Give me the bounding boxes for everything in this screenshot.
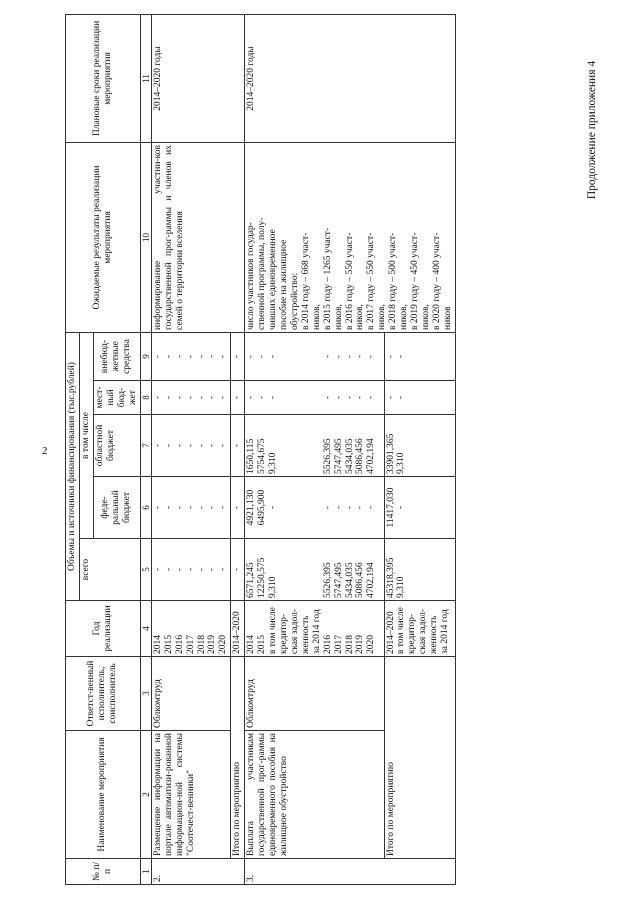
value: 6571,245 bbox=[246, 562, 257, 598]
dash: - bbox=[174, 505, 185, 510]
dash: - bbox=[196, 443, 207, 448]
value bbox=[279, 383, 290, 412]
total2-regional: - bbox=[231, 415, 245, 477]
expected-line: ников, bbox=[377, 304, 388, 330]
row3-total bbox=[245, 539, 384, 601]
continuation-note: Продолжение приложения 4 bbox=[586, 60, 598, 200]
dash: - bbox=[174, 395, 185, 400]
value bbox=[312, 383, 323, 412]
total3-local bbox=[384, 381, 455, 415]
dash: - bbox=[207, 395, 218, 400]
value: - bbox=[322, 354, 333, 359]
value: - bbox=[333, 395, 344, 400]
header-name: Наименование мероприятия bbox=[66, 731, 141, 859]
row2-expected: информирование участни-ков государственной прог-раммы и членов их семей о территории вселения bbox=[151, 142, 244, 332]
expected-line: в 2020 году – 400 участ- bbox=[431, 232, 442, 330]
dash: - bbox=[196, 505, 207, 510]
dash: - bbox=[218, 567, 229, 572]
value: - bbox=[366, 505, 377, 510]
value: 9,310 bbox=[396, 452, 407, 474]
expected-line: в 2017 году – 550 участ- bbox=[366, 232, 377, 330]
value: 5747,495 bbox=[333, 562, 344, 598]
dash: - bbox=[152, 395, 163, 400]
row2-extra bbox=[151, 332, 230, 380]
dash: - bbox=[207, 567, 218, 572]
dash: - bbox=[185, 395, 196, 400]
header-no: № п/п bbox=[66, 859, 141, 885]
dash: - bbox=[163, 443, 174, 448]
expected-line: в 2016 году – 550 участ- bbox=[344, 232, 355, 330]
value bbox=[279, 479, 290, 536]
row3-years bbox=[245, 601, 384, 657]
year-note: за 2014 год bbox=[311, 609, 322, 654]
value: - bbox=[344, 505, 355, 510]
total2-year: 2014–2020 bbox=[231, 601, 245, 657]
value: 4702,194 bbox=[366, 438, 377, 474]
dash: - bbox=[152, 354, 163, 359]
row3-terms: 2014–2020 годы bbox=[245, 14, 456, 142]
row3-local bbox=[245, 381, 384, 415]
dash: - bbox=[185, 354, 196, 359]
value: - bbox=[322, 505, 333, 510]
expected-line: ников bbox=[442, 306, 453, 330]
total3-label: Итого по мероприятию bbox=[384, 657, 455, 859]
dash: - bbox=[174, 354, 185, 359]
value bbox=[290, 541, 301, 598]
col-number: 7 bbox=[140, 415, 151, 477]
column-number-row bbox=[140, 14, 151, 884]
total3-federal bbox=[384, 477, 455, 539]
row3-federal bbox=[245, 477, 384, 539]
year: 2016 bbox=[174, 635, 185, 654]
value: 4702,194 bbox=[366, 562, 377, 598]
year-note: кредитор- bbox=[279, 613, 290, 654]
value bbox=[290, 417, 301, 474]
value: - bbox=[344, 354, 355, 359]
value: - bbox=[396, 505, 407, 510]
year-note: женность bbox=[300, 615, 311, 654]
dash: - bbox=[218, 395, 229, 400]
year: 2020 bbox=[366, 635, 377, 654]
expected-line: в 2019 году – 450 участ- bbox=[410, 232, 421, 330]
value bbox=[301, 335, 312, 378]
table-row-3 bbox=[245, 14, 384, 884]
value: - bbox=[268, 354, 279, 359]
value bbox=[290, 479, 301, 536]
year: 2015 bbox=[163, 635, 174, 654]
header-total: всего bbox=[79, 539, 140, 601]
dash: - bbox=[163, 505, 174, 510]
row2-federal bbox=[151, 477, 230, 539]
value: - bbox=[396, 395, 407, 400]
expected-line: в 2015 году – 1265 участ- bbox=[322, 227, 333, 330]
total3-extra bbox=[384, 332, 455, 380]
header-local: мест-ный бюд-жет bbox=[93, 381, 140, 415]
value: - bbox=[344, 395, 355, 400]
expected-line: пособие на жилищное bbox=[279, 239, 290, 330]
dash: - bbox=[218, 443, 229, 448]
value: 11417,030 bbox=[385, 487, 396, 528]
value bbox=[301, 479, 312, 536]
value bbox=[312, 541, 323, 598]
dash: - bbox=[152, 443, 163, 448]
value: - bbox=[355, 505, 366, 510]
value: 5754,675 bbox=[257, 438, 268, 474]
dash: - bbox=[152, 567, 163, 572]
value: - bbox=[246, 395, 257, 400]
expected-line: в 2014 году – 668 участ- bbox=[300, 232, 311, 330]
header-expected: Ожидаемые результаты реализации мероприятия bbox=[66, 142, 141, 332]
value: - bbox=[257, 354, 268, 359]
col-number: 8 bbox=[140, 381, 151, 415]
expected-line: в 2018 году – 500 участ- bbox=[388, 232, 399, 330]
value: 5526,395 bbox=[322, 562, 333, 598]
header-responsible: Ответст-венный исполнитель, соисполнитель bbox=[66, 657, 141, 731]
value: - bbox=[246, 354, 257, 359]
value: - bbox=[257, 395, 268, 400]
year: 2014 bbox=[152, 635, 163, 654]
row3-regional bbox=[245, 415, 384, 477]
header-incl: в том числе bbox=[79, 332, 93, 538]
year-note: кредитор- bbox=[407, 613, 418, 654]
row2-terms: 2014–2020 годы bbox=[151, 14, 244, 142]
value: 9,310 bbox=[268, 576, 279, 598]
total3-regional bbox=[384, 415, 455, 477]
value: - bbox=[366, 354, 377, 359]
dash: - bbox=[174, 443, 185, 448]
value: 5086,456 bbox=[355, 438, 366, 474]
value: - bbox=[355, 395, 366, 400]
year: 2014 bbox=[246, 635, 257, 654]
value bbox=[279, 417, 290, 474]
col-number: 11 bbox=[140, 14, 151, 142]
dash: - bbox=[196, 567, 207, 572]
dash: - bbox=[185, 567, 196, 572]
row3-name: Выплата участникам государственной прог-раммы единовременного пособия на жилищное обустройство bbox=[245, 731, 384, 859]
value: - bbox=[322, 395, 333, 400]
value: 4921,130 bbox=[246, 489, 257, 526]
dash: - bbox=[174, 567, 185, 572]
dash: - bbox=[218, 354, 229, 359]
value: 5434,035 bbox=[344, 562, 355, 598]
value: - bbox=[333, 505, 344, 510]
year: 2018 bbox=[196, 635, 207, 654]
header-volumes: Объемы и источники финансирования (тыс.рублей) bbox=[66, 332, 80, 600]
dash: - bbox=[207, 354, 218, 359]
value: 45318,395 bbox=[385, 557, 396, 598]
expected-line: ников, bbox=[333, 304, 344, 330]
expected-line: обустройство: bbox=[289, 272, 300, 330]
header-terms: Плановые сроки реализации мероприятия bbox=[66, 14, 141, 142]
row3-responsible: Облкомтруд bbox=[245, 657, 384, 731]
row2-no: 2. bbox=[151, 859, 244, 885]
value bbox=[301, 383, 312, 412]
year: 2019 bbox=[355, 635, 366, 654]
col-number: 3 bbox=[140, 657, 151, 731]
row3-expected bbox=[245, 142, 456, 332]
expected-line: чивших единовременное bbox=[268, 229, 279, 330]
col-number: 4 bbox=[140, 601, 151, 657]
dash: - bbox=[207, 505, 218, 510]
value bbox=[301, 417, 312, 474]
col-number: 2 bbox=[140, 731, 151, 859]
expected-line: ников, bbox=[355, 304, 366, 330]
year-note: ская задол- bbox=[289, 609, 300, 654]
expected-line: ников, bbox=[311, 304, 322, 330]
total2-total: - bbox=[231, 539, 245, 601]
year-note: ская задол- bbox=[418, 609, 429, 654]
value: 5086,456 bbox=[355, 562, 366, 598]
year: 2014–2020 bbox=[385, 611, 396, 654]
row2-regional bbox=[151, 415, 230, 477]
total2-label: Итого по мероприятию bbox=[231, 657, 245, 859]
value: 6495,900 bbox=[257, 489, 268, 526]
value bbox=[312, 335, 323, 378]
total2-extra: - bbox=[231, 332, 245, 380]
year-note: женность bbox=[429, 615, 440, 654]
dash: - bbox=[163, 354, 174, 359]
value: 1650,115 bbox=[246, 438, 257, 474]
value: - bbox=[396, 354, 407, 359]
value: 9,310 bbox=[268, 452, 279, 474]
col-number: 1 bbox=[140, 859, 151, 885]
col-number: 9 bbox=[140, 332, 151, 380]
dash: - bbox=[218, 505, 229, 510]
dash: - bbox=[196, 354, 207, 359]
dash: - bbox=[185, 443, 196, 448]
dash: - bbox=[185, 505, 196, 510]
year: 2020 bbox=[218, 635, 229, 654]
expected-line: ников, bbox=[421, 304, 431, 330]
row2-years bbox=[151, 601, 230, 657]
value: - bbox=[333, 354, 344, 359]
value: 9,310 bbox=[396, 576, 407, 598]
value: - bbox=[385, 395, 396, 400]
year-note: в том числе bbox=[268, 607, 279, 654]
total2-federal: - bbox=[231, 477, 245, 539]
rotated-table-wrapper bbox=[65, 15, 545, 885]
value: 33901,365 bbox=[385, 433, 396, 474]
row2-name: Размещение информации на портале автоматизи-рованной информацион-ной системы "Соотечест-венники" bbox=[151, 731, 230, 859]
value bbox=[301, 541, 312, 598]
value bbox=[312, 417, 323, 474]
year: 2017 bbox=[333, 635, 344, 654]
expected-line: ников, bbox=[399, 304, 410, 330]
expected-line: число участников государ- bbox=[246, 222, 257, 330]
table-row-2 bbox=[151, 14, 230, 884]
header-regional: областной бюджет bbox=[93, 415, 140, 477]
value bbox=[290, 335, 301, 378]
value: 5747,495 bbox=[333, 438, 344, 474]
header-federal: феде-ральный бюджет bbox=[93, 477, 140, 539]
total3-total bbox=[384, 539, 455, 601]
col-number: 6 bbox=[140, 477, 151, 539]
year: 2017 bbox=[185, 635, 196, 654]
expected-line: ственной программы, полу- bbox=[257, 217, 268, 330]
value: 12250,575 bbox=[257, 557, 268, 598]
dash: - bbox=[163, 395, 174, 400]
year: 2016 bbox=[322, 635, 333, 654]
value: - bbox=[268, 395, 279, 400]
value bbox=[290, 383, 301, 412]
row3-no: 3. bbox=[245, 859, 456, 885]
value: 5526,395 bbox=[322, 438, 333, 474]
value: 5434,035 bbox=[344, 438, 355, 474]
header-extra: внебюд-жетные средства bbox=[93, 332, 140, 380]
header-year: Год реализации bbox=[66, 601, 141, 657]
dash: - bbox=[152, 505, 163, 510]
value bbox=[279, 335, 290, 378]
col-number: 10 bbox=[140, 142, 151, 332]
dash: - bbox=[207, 443, 218, 448]
value bbox=[279, 541, 290, 598]
row2-local bbox=[151, 381, 230, 415]
value: - bbox=[366, 395, 377, 400]
year: 2018 bbox=[344, 635, 355, 654]
row3-extra bbox=[245, 332, 384, 380]
funding-table bbox=[65, 14, 456, 885]
row2-total bbox=[151, 539, 230, 601]
total2-local: - bbox=[231, 381, 245, 415]
year: 2015 bbox=[257, 635, 268, 654]
dash: - bbox=[163, 567, 174, 572]
page-number: 2 bbox=[42, 445, 48, 457]
value: - bbox=[268, 505, 279, 510]
total3-years bbox=[384, 601, 455, 657]
dash: - bbox=[196, 395, 207, 400]
year: 2019 bbox=[207, 635, 218, 654]
year-note: за 2014 год bbox=[440, 609, 451, 654]
col-number: 5 bbox=[140, 539, 151, 601]
value: - bbox=[385, 354, 396, 359]
value bbox=[312, 479, 323, 536]
row2-responsible: Облкомтруд bbox=[151, 657, 230, 731]
year-note: в том числе bbox=[396, 607, 407, 654]
value: - bbox=[355, 354, 366, 359]
